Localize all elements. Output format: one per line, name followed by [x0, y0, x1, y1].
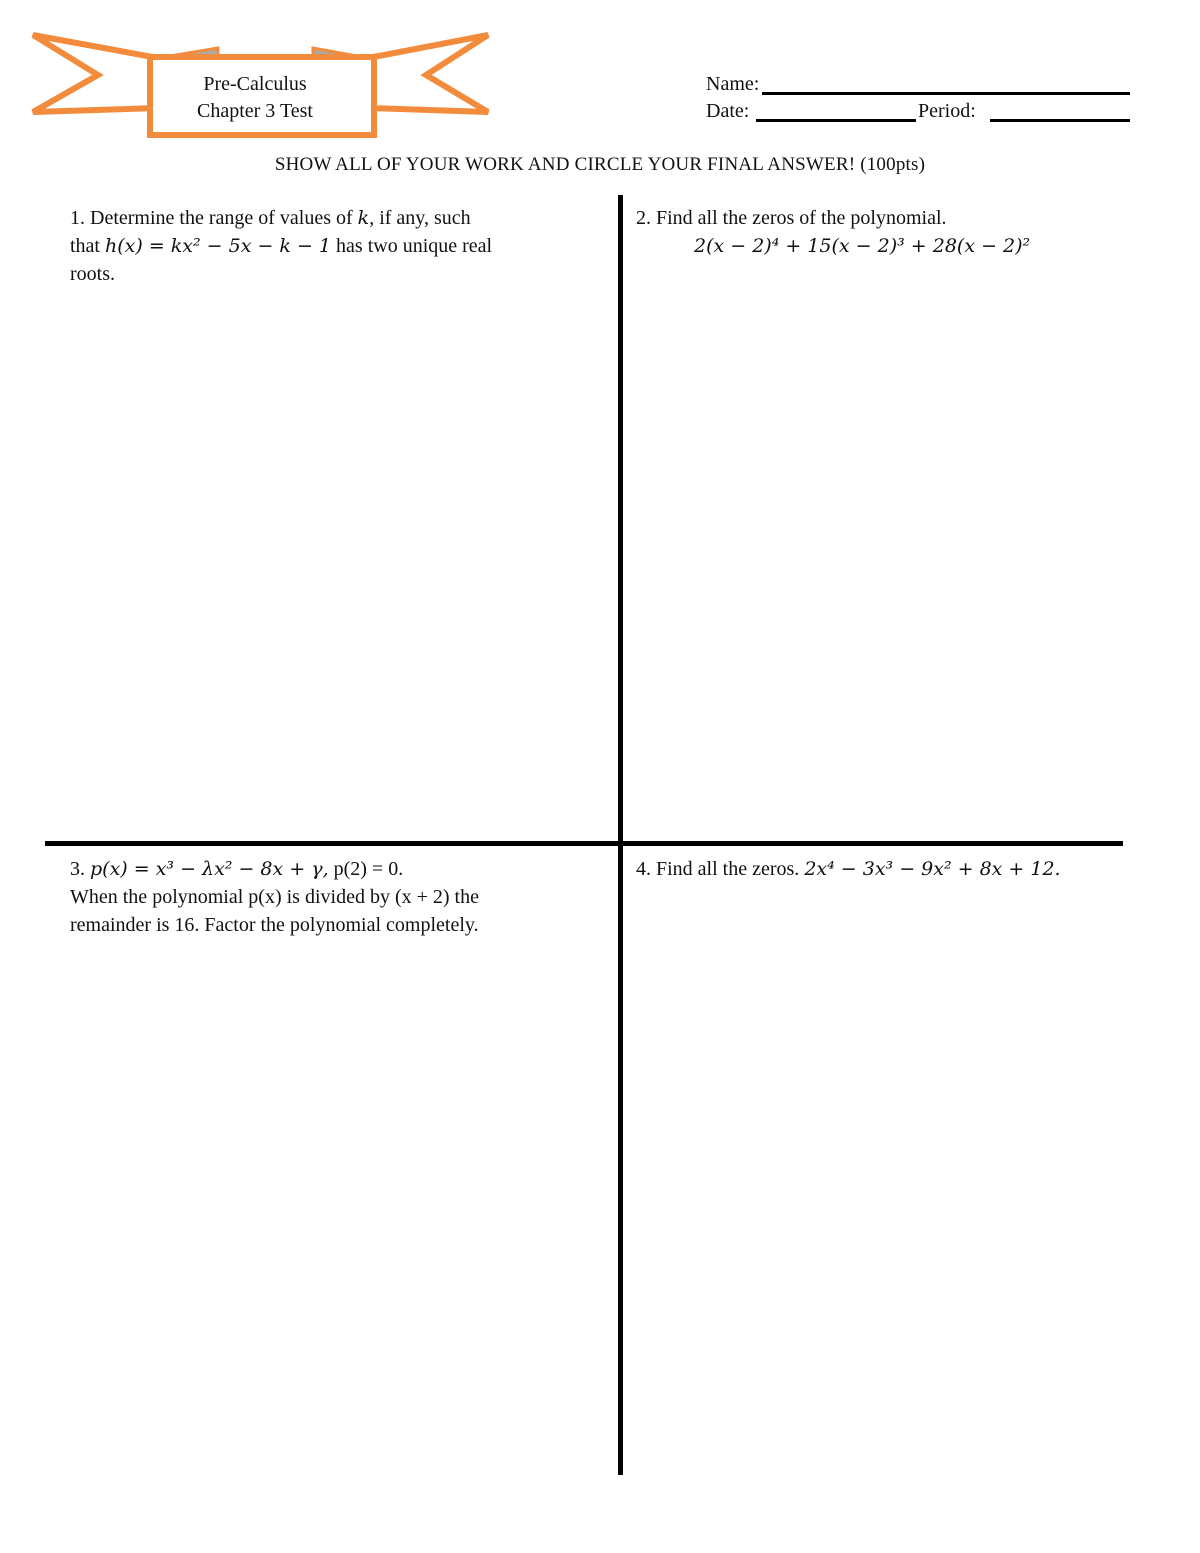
q1-condition: has two unique real: [336, 235, 493, 257]
name-field[interactable]: [762, 92, 1130, 95]
q2-polynomial: 2(x − 2)⁴ + 15(x − 2)³ + 28(x − 2)²: [694, 235, 1031, 257]
q3-number: 3.: [70, 858, 85, 880]
banner-right-tail: [368, 35, 488, 112]
q2-number: 2.: [636, 207, 651, 229]
q1-line1: [70, 204, 600, 232]
q4-line1: [636, 855, 1186, 883]
q1-line2: [70, 232, 600, 260]
q4-text: Find all the zeros.: [656, 858, 800, 880]
q1-number: 1.: [70, 207, 85, 229]
date-label: Date:: [706, 100, 750, 122]
test-title-line2: Chapter 3 Test: [197, 100, 313, 122]
q3-line2: When the polynomial p(x) is divided by (x + 2) the: [70, 886, 479, 908]
vertical-divider: [618, 195, 623, 1475]
q2-text: Find all the zeros of the polynomial.: [656, 207, 947, 229]
test-title-line1: Pre-Calculus: [203, 73, 307, 95]
q1-function: h(x) = kx² − 5x − k − 1: [105, 235, 332, 257]
q1-text: Determine the range of values of: [90, 207, 353, 229]
q1-var-k: k: [357, 207, 370, 229]
date-field[interactable]: [756, 119, 916, 122]
q3-line3: remainder is 16. Factor the polynomial completely.: [70, 914, 479, 936]
question-2: [636, 204, 1176, 260]
q3-polynomial: p(x) = x³ − λx² − 8x + γ,: [90, 858, 329, 880]
period-label: Period:: [918, 100, 976, 122]
instructions: SHOW ALL OF YOUR WORK AND CIRCLE YOUR FINAL ANSWER! (100pts): [274, 154, 926, 175]
banner-left-tail: [33, 35, 158, 112]
horizontal-divider: [45, 841, 1123, 846]
question-4: [636, 855, 1186, 883]
q1-that: that: [70, 235, 100, 257]
q4-number: 4.: [636, 858, 651, 880]
name-label: Name:: [706, 73, 760, 95]
period-field[interactable]: [990, 119, 1130, 122]
question-1: [70, 204, 600, 288]
question-3: [70, 855, 610, 939]
q2-line2: [636, 232, 1176, 260]
q1-line3: roots.: [70, 263, 115, 285]
banner-box: [150, 57, 374, 135]
q3-line1: [70, 855, 610, 883]
q4-polynomial: 2x⁴ − 3x³ − 9x² + 8x + 12.: [804, 858, 1061, 880]
q1-text-tail: , if any, such: [369, 207, 471, 229]
q3-condition: p(2) = 0.: [333, 858, 404, 880]
q2-line1: [636, 204, 1176, 232]
